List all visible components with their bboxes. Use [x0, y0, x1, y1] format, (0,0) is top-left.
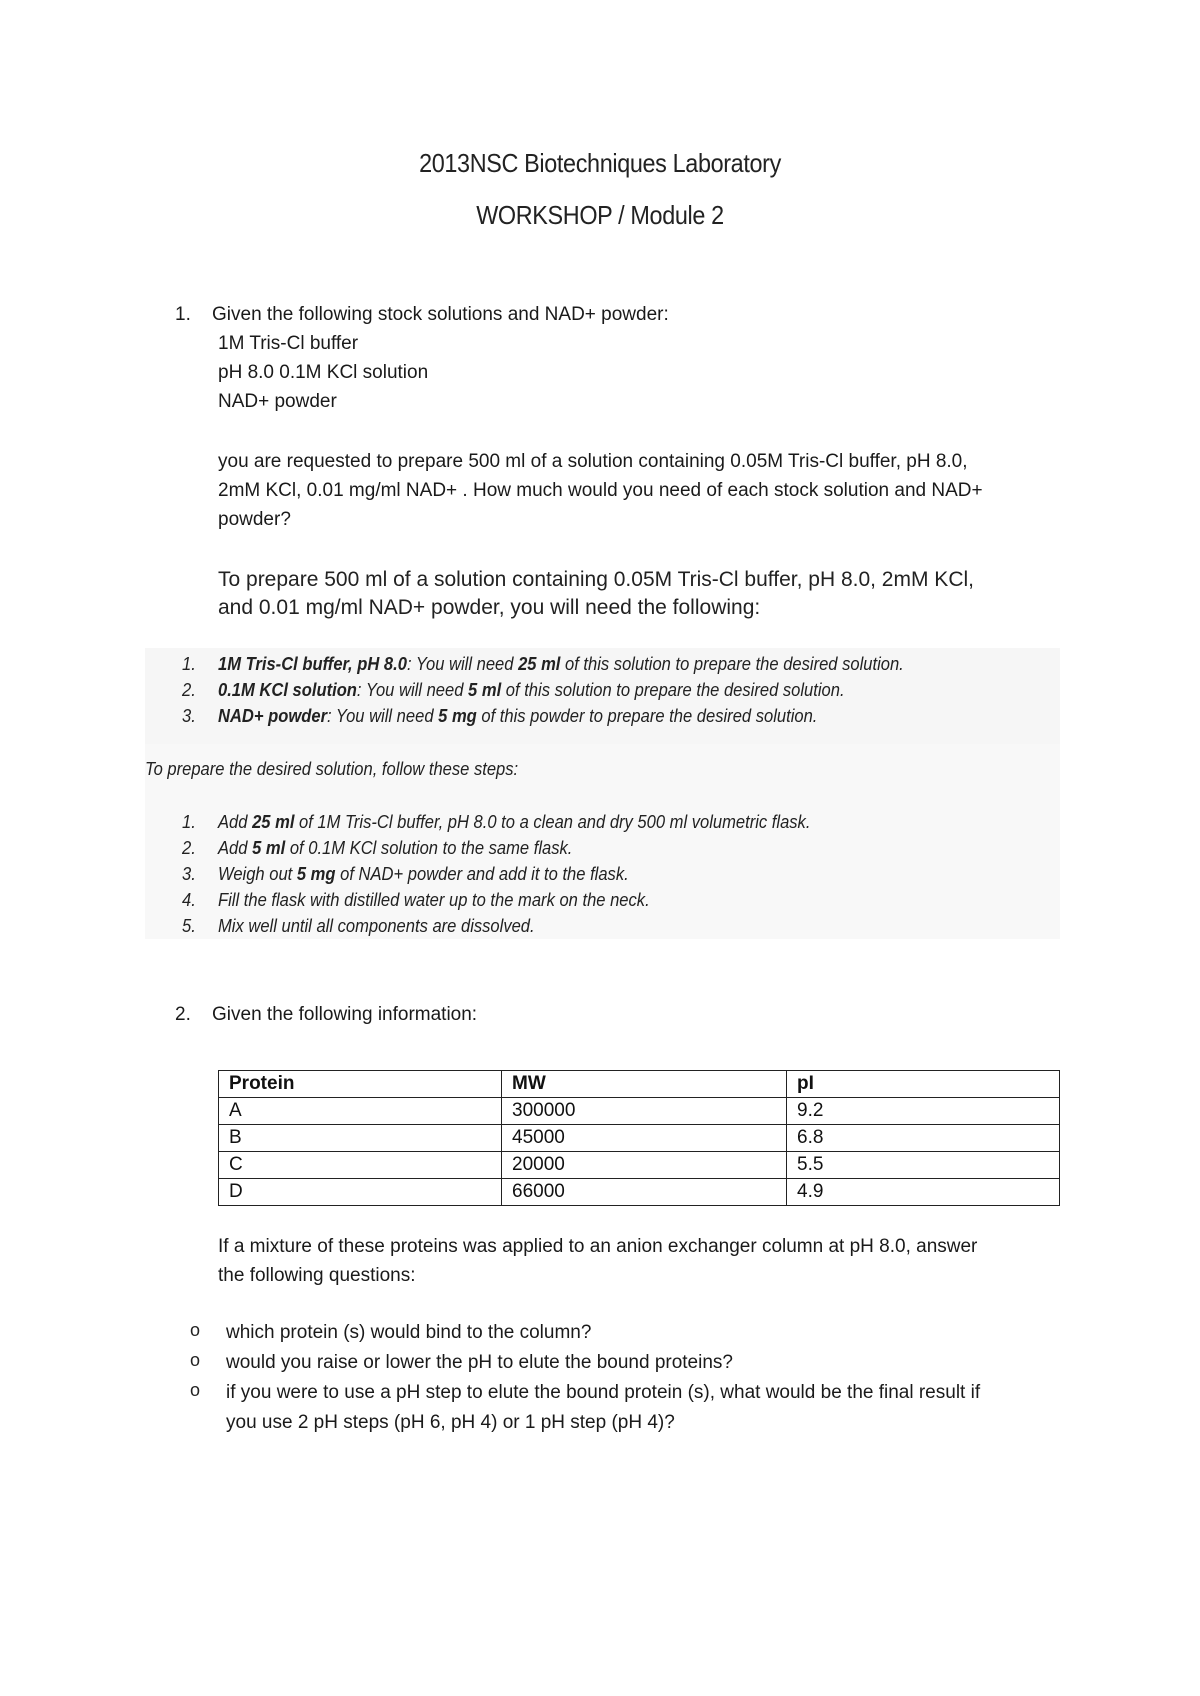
request-line: powder? [218, 509, 291, 530]
steps-intro: To prepare the desired solution, follow these steps: [145, 759, 519, 779]
list-item: Mix well until all components are dissolved. [218, 916, 535, 936]
question-line: the following questions: [218, 1265, 416, 1286]
list-number: 3. [182, 864, 196, 884]
table-cell: 300000 [502, 1098, 787, 1125]
list-number: 5. [182, 916, 196, 936]
list-number: 1. [182, 812, 196, 832]
table-cell: 4.9 [787, 1179, 1060, 1206]
list-item: 1M Tris-Cl buffer, pH 8.0: You will need 25 ml of this solution to prepare the desired solution. [218, 654, 904, 674]
list-number: 1. [182, 654, 196, 674]
table-cell: D [219, 1179, 502, 1206]
stock-item: pH 8.0 0.1M KCl solution [218, 362, 429, 383]
protein-table [218, 1070, 1060, 1206]
table-header: MW [502, 1071, 787, 1098]
table-header: pI [787, 1071, 1060, 1098]
list-item: 0.1M KCl solution: You will need 5 ml of this solution to prepare the desired solution. [218, 680, 845, 700]
bullet-marker: o [190, 1320, 201, 1340]
table-cell: 45000 [502, 1125, 787, 1152]
list-item: Weigh out 5 mg of NAD+ powder and add it to the flask. [218, 864, 629, 884]
question-1-prompt: Given the following stock solutions and NAD+ powder: [212, 304, 669, 325]
question-2-number: 2. [175, 1004, 191, 1025]
list-item: Add 25 ml of 1M Tris-Cl buffer, pH 8.0 to a clean and dry 500 ml volumetric flask. [218, 812, 811, 832]
table-cell: 5.5 [787, 1152, 1060, 1179]
table-cell: 20000 [502, 1152, 787, 1179]
list-item: NAD+ powder: You will need 5 mg of this powder to prepare the desired solution. [218, 706, 818, 726]
question-line: If a mixture of these proteins was applied to an anion exchanger column at pH 8.0, answer [218, 1236, 978, 1257]
table-cell: A [219, 1098, 502, 1125]
bullet-marker: o [190, 1380, 201, 1400]
question-1-number: 1. [175, 304, 191, 325]
table-row [219, 1152, 1060, 1179]
bullet-item: which protein (s) would bind to the column? [226, 1322, 592, 1343]
answer-line: and 0.01 mg/ml NAD+ powder, you will need the following: [218, 596, 761, 619]
table-cell: 6.8 [787, 1125, 1060, 1152]
question-2-question [218, 1232, 1058, 1290]
bullet-marker: o [190, 1350, 201, 1370]
stock-item: NAD+ powder [218, 391, 337, 412]
question-2-prompt: Given the following information: [212, 1004, 478, 1025]
answer-intro [218, 566, 1058, 622]
request-line: 2mM KCl, 0.01 mg/ml NAD+ . How much would you need of each stock solution and NAD+ [218, 480, 983, 501]
table-header-row [219, 1071, 1060, 1098]
table-cell: B [219, 1125, 502, 1152]
request-line: you are requested to prepare 500 ml of a solution containing 0.05M Tris-Cl buffer, pH 8.0, [218, 451, 968, 472]
table-cell: 9.2 [787, 1098, 1060, 1125]
list-number: 4. [182, 890, 196, 910]
question-1-request [218, 447, 1058, 534]
stock-item: 1M Tris-Cl buffer [218, 333, 359, 354]
table-header: Protein [219, 1071, 502, 1098]
page-subtitle: WORKSHOP / Module 2 [476, 200, 724, 230]
list-item: Fill the flask with distilled water up to the mark on the neck. [218, 890, 650, 910]
list-number: 2. [182, 838, 196, 858]
list-number: 3. [182, 706, 196, 726]
table-row [219, 1179, 1060, 1206]
bullet-item: if you were to use a pH step to elute the bound protein (s), what would be the final result if you use 2 pH steps (pH 6, pH 4) or 1 pH step (pH 4)? [226, 1382, 981, 1433]
table-cell: 66000 [502, 1179, 787, 1206]
table-row [219, 1125, 1060, 1152]
list-number: 2. [182, 680, 196, 700]
bullet-item: would you raise or lower the pH to elute the bound proteins? [226, 1352, 733, 1373]
table-cell: C [219, 1152, 502, 1179]
answer-line: To prepare 500 ml of a solution containing 0.05M Tris-Cl buffer, pH 8.0, 2mM KCl, [218, 568, 974, 591]
list-item: Add 5 ml of 0.1M KCl solution to the same flask. [218, 838, 573, 858]
page-title: 2013NSC Biotechniques Laboratory [419, 148, 781, 178]
table-row [219, 1098, 1060, 1125]
